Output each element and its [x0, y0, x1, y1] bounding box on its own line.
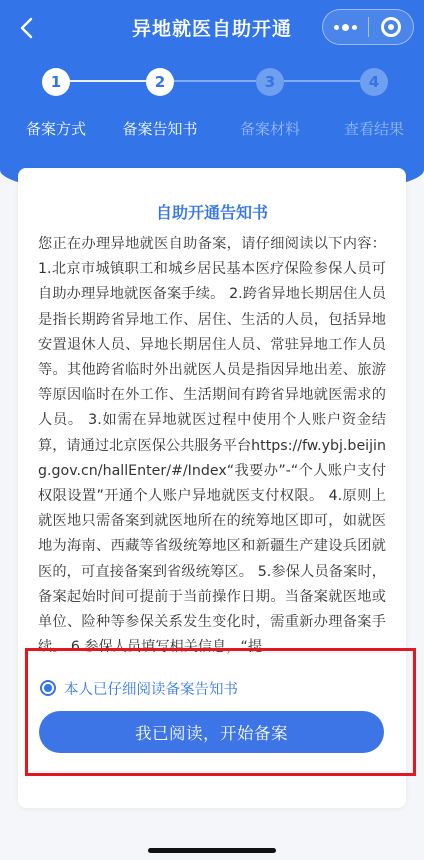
step-3-label: 备案材料	[239, 120, 300, 138]
step-4-indicator: 4	[360, 68, 388, 96]
more-icon	[334, 25, 339, 30]
agreement-label: 本人已仔细阅读备案告知书	[64, 681, 238, 698]
mini-program-capsule	[322, 9, 414, 45]
navigation-bar	[0, 0, 424, 56]
agreement-checkbox[interactable]	[40, 677, 238, 699]
step-connector	[284, 80, 360, 82]
notice-body[interactable]: 您正在办理异地就医自助备案，请仔细阅读以下内容： 1.北京市城镇职工和城乡居民基本医疗保险参保人员可自助办理异地就医备案手续。 2.跨省异地长期居住人员是指长期跨省异地工作、居住、生活的人员，包括异地安置退休人员、异地长期居住人员、常驻异地工作人员等。其他跨省临时外出就医人员是指因异地出差、旅游等原因临时在外工作、生活期间有跨省异地就医需求的人员。 3.如需在异地就医过程中使用个人账户资金结算，请通过北京医保公共服务平台https://fw.ybj.beijing.gov.cn/hallEnter/#/Index“我要办”-“个人账户支付权限设置”开通个人账户异地就医支付权限。 4.原则上就医地只需备案到就医地所在的统筹地区即可，如就医地为海南、西藏等省级统筹地区和新疆生产建设兵团就医的，可直接备案到省级统筹区。 5.参保人员备案时，备案起始时间可提前于当前操作日期。当备案就医地或单位、险种等参保关系发生变化时，需重新办理备案手续。 6.参保人员填写相关信息，“提	[38, 236, 386, 656]
progress-steps	[0, 60, 424, 150]
page-title: 异地就医自助开通	[131, 18, 292, 40]
more-button[interactable]	[323, 10, 368, 44]
step-2-indicator: 2	[146, 68, 174, 96]
step-4-label: 查看结果	[343, 120, 404, 138]
notice-title: 自助开通告知书	[155, 203, 268, 222]
step-2-label: 备案告知书	[122, 120, 198, 138]
home-indicator	[148, 848, 276, 853]
step-1-indicator: 1	[42, 68, 70, 96]
radio-checked-icon	[40, 680, 56, 696]
close-button[interactable]	[368, 10, 413, 44]
close-target-icon	[381, 17, 401, 37]
step-1-label: 备案方式	[25, 120, 86, 138]
start-filing-button[interactable]: 我已阅读，开始备案	[39, 711, 384, 753]
step-3-indicator: 3	[256, 68, 284, 96]
step-connector	[174, 80, 256, 82]
step-connector	[70, 80, 146, 82]
